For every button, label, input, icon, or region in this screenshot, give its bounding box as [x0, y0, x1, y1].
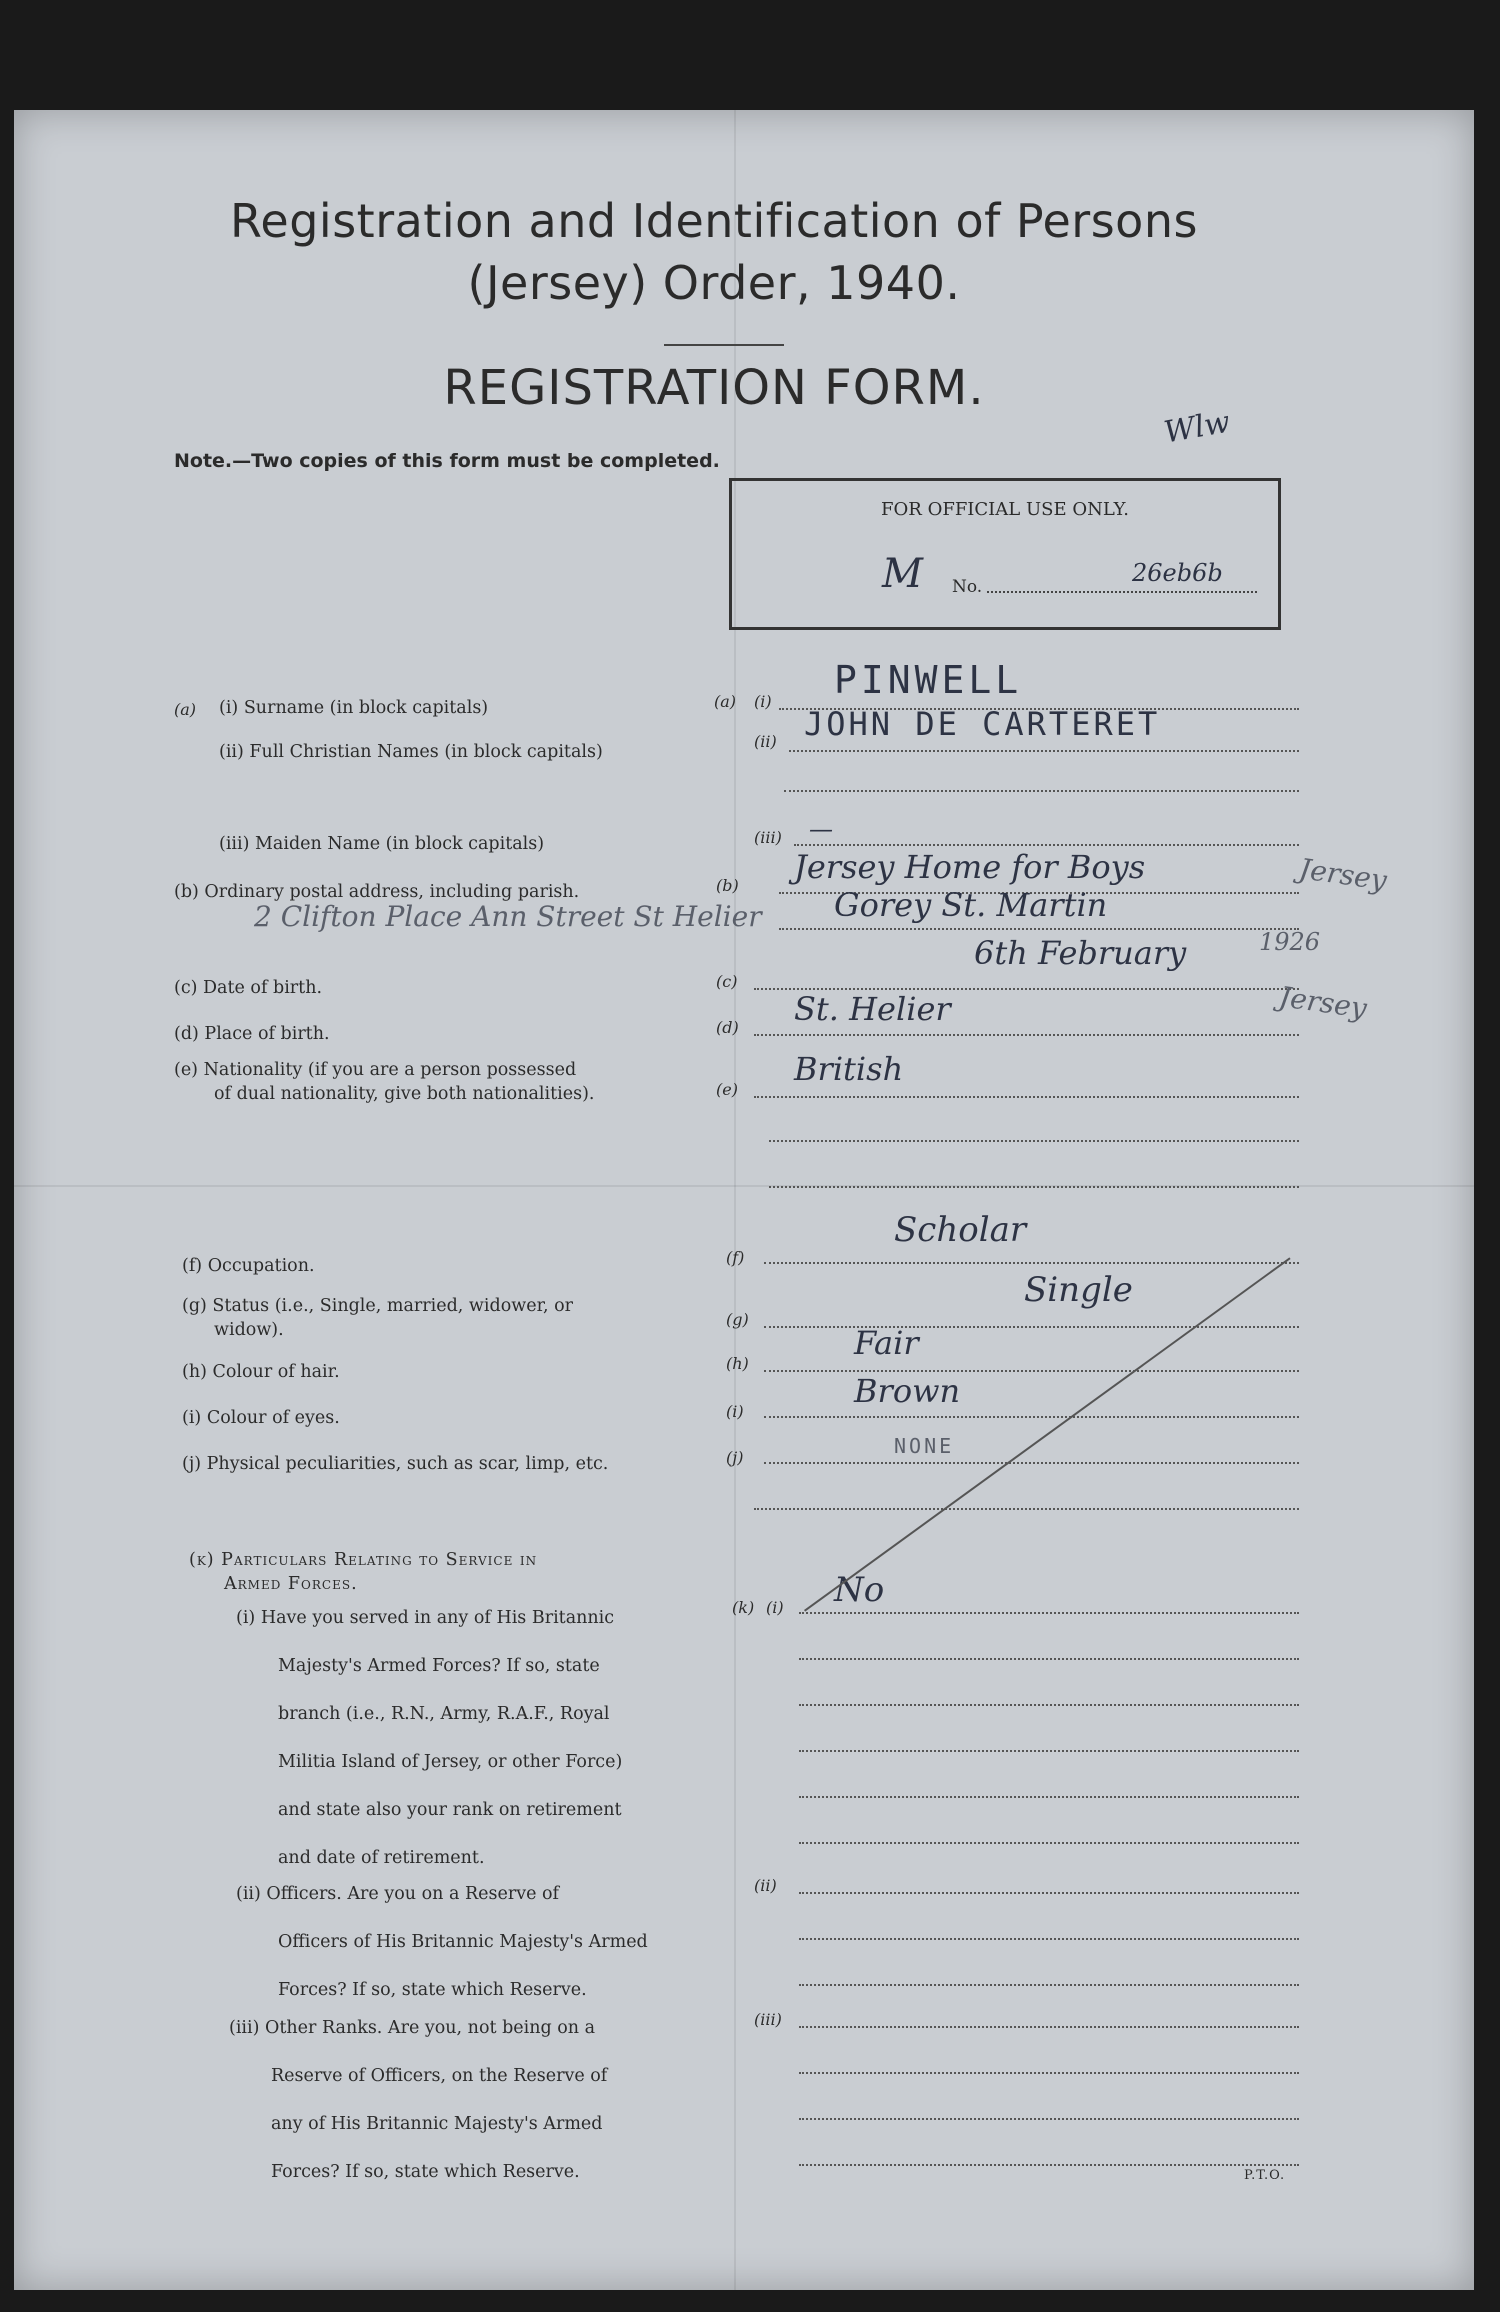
address-margin-note: Jersey [1297, 852, 1389, 897]
marker-f: (f) [726, 1248, 745, 1267]
status-label-2: widow). [214, 1320, 284, 1340]
service-line-5 [799, 1796, 1299, 1798]
service-line-4 [799, 1750, 1299, 1752]
dob-label: (c) Date of birth. [174, 978, 323, 998]
other-ranks-question [229, 2004, 607, 2196]
other-ranks-line-4 [799, 2164, 1299, 2166]
official-number: 26eb6b [1132, 559, 1223, 587]
hair-line [764, 1370, 1299, 1372]
official-no-line [987, 591, 1257, 593]
eyes-label: (i) Colour of eyes. [182, 1408, 340, 1428]
marker-h: (h) [726, 1354, 749, 1373]
other-ranks-line-3 [799, 2118, 1299, 2120]
nationality-line-3 [769, 1186, 1299, 1188]
address-label: (b) Ordinary postal address, including parish. [174, 882, 580, 902]
maiden-name-line [794, 844, 1299, 846]
official-use-heading: FOR OFFICIAL USE ONLY. [881, 499, 1129, 520]
officers-line-2 [799, 1938, 1299, 1940]
christian-names-label: (ii) Full Christian Names (in block capitals) [219, 742, 603, 762]
marker-k-iii: (iii) [754, 2010, 782, 2029]
k-i-line: and date of retirement. [278, 1848, 485, 1868]
official-no-label: No. [952, 577, 983, 597]
surname-answer: PINWELL [834, 658, 1023, 702]
service-line-3 [799, 1704, 1299, 1706]
eyes-answer: Brown [854, 1372, 961, 1410]
peculiarities-line-1 [764, 1462, 1299, 1464]
marker-k-ii: (ii) [754, 1876, 777, 1895]
k-i-line: Militia Island of Jersey, or other Force) [278, 1752, 623, 1772]
marker-j: (j) [726, 1448, 744, 1467]
marker-e: (e) [716, 1080, 738, 1099]
marker-c: (c) [716, 972, 738, 991]
occupation-answer: Scholar [894, 1210, 1027, 1250]
marker-b: (b) [716, 876, 739, 895]
pob-answer: St. Helier [794, 990, 951, 1028]
service-answer: No [834, 1570, 885, 1610]
k-ii-line: Forces? If so, state which Reserve. [278, 1980, 587, 2000]
christian-names-answer: JOHN DE CARTERET [804, 705, 1161, 743]
k-i-line: (i) Have you served in any of His Britannic [236, 1608, 615, 1628]
form-title [214, 190, 1214, 314]
k-ii-line: (ii) Officers. Are you on a Reserve of [236, 1884, 560, 1904]
occupation-line [764, 1262, 1299, 1264]
officers-line-3 [799, 1984, 1299, 1986]
marker-g: (g) [726, 1310, 749, 1329]
marker-a: (a) [174, 700, 197, 719]
service-question [236, 1594, 622, 1882]
k-i-line: Majesty's Armed Forces? If so, state [278, 1656, 600, 1676]
marker-d: (d) [716, 1018, 739, 1037]
maiden-name-answer: — [809, 815, 833, 843]
hair-label: (h) Colour of hair. [182, 1362, 340, 1382]
k-i-line: branch (i.e., R.N., Army, R.A.F., Royal [278, 1704, 610, 1724]
nationality-line-1 [754, 1096, 1299, 1098]
official-initials: M [882, 551, 923, 597]
k-iii-line: Forces? If so, state which Reserve. [271, 2162, 580, 2182]
form-page [14, 110, 1474, 2290]
pob-label: (d) Place of birth. [174, 1024, 330, 1044]
pob-line [754, 1034, 1299, 1036]
service-line-2 [799, 1658, 1299, 1660]
peculiarities-label: (j) Physical peculiarities, such as scar, limp, etc. [182, 1454, 609, 1474]
officers-line-1 [799, 1892, 1299, 1894]
k-iii-line: (iii) Other Ranks. Are you, not being on a [229, 2018, 596, 2038]
nationality-label-1: (e) Nationality (if you are a person possessed [174, 1060, 577, 1080]
k-ii-line: Officers of His Britannic Majesty's Armed [278, 1932, 648, 1952]
armed-forces-heading-1: (k) Particulars Relating to Service in [189, 1550, 538, 1570]
armed-forces-heading-2: Armed Forces. [224, 1574, 358, 1594]
marker-k: (k) [732, 1598, 755, 1617]
address-answer-2: Gorey St. Martin [834, 886, 1108, 924]
address-answer-1: Jersey Home for Boys [794, 848, 1146, 886]
pto-note: P.T.O. [1244, 2168, 1286, 2183]
status-line [764, 1326, 1299, 1328]
form-heading: REGISTRATION FORM. [443, 360, 985, 416]
occupation-label: (f) Occupation. [182, 1256, 315, 1276]
k-iii-line: any of His Britannic Majesty's Armed [271, 2114, 603, 2134]
christian-names-line [789, 750, 1299, 752]
maiden-name-label: (iii) Maiden Name (in block capitals) [219, 834, 545, 854]
status-label-1: (g) Status (i.e., Single, married, widower, or [182, 1296, 574, 1316]
marker-a-iii: (iii) [754, 828, 782, 847]
officers-question [236, 1870, 648, 2014]
nationality-line-2 [769, 1140, 1299, 1142]
surname-label: (i) Surname (in block capitals) [219, 698, 489, 718]
hair-answer: Fair [854, 1324, 919, 1362]
signature-scribble: Wlw [1161, 404, 1233, 451]
pob-margin-note: Jersey [1277, 980, 1369, 1025]
status-answer: Single [1024, 1270, 1133, 1310]
fold-line-vertical [734, 110, 736, 2290]
other-ranks-line-2 [799, 2072, 1299, 2074]
marker-i: (i) [726, 1402, 744, 1421]
marker-a-right: (a) [714, 692, 737, 711]
nationality-label-2: of dual nationality, give both nationalities). [214, 1084, 595, 1104]
official-use-box [729, 478, 1281, 630]
marker-a-i: (i) [754, 692, 772, 711]
k-iii-line: Reserve of Officers, on the Reserve of [271, 2066, 608, 2086]
k-i-line: and state also your rank on retirement [278, 1800, 622, 1820]
title-divider [664, 344, 784, 346]
marker-k-i: (i) [766, 1598, 784, 1617]
other-ranks-line-1 [799, 2026, 1299, 2028]
title-line-1: Registration and Identification of Persons [230, 194, 1198, 248]
strike-through-line [804, 1257, 1291, 1611]
copies-note: Note.—Two copies of this form must be completed. [174, 450, 720, 472]
nationality-answer: British [794, 1050, 904, 1088]
peculiarities-answer: NONE [894, 1434, 955, 1458]
former-address: 2 Clifton Place Ann Street St Helier [254, 900, 762, 933]
address-line-2 [779, 928, 1299, 930]
peculiarities-line-2 [754, 1508, 1299, 1510]
marker-a-ii: (ii) [754, 732, 777, 751]
service-line-1 [799, 1612, 1299, 1614]
dob-year: 1926 [1259, 928, 1321, 956]
dob-answer: 6th February [974, 934, 1187, 972]
christian-names-line-2 [784, 790, 1299, 792]
title-line-2: (Jersey) Order, 1940. [467, 256, 961, 310]
service-line-6 [799, 1842, 1299, 1844]
eyes-line [764, 1416, 1299, 1418]
